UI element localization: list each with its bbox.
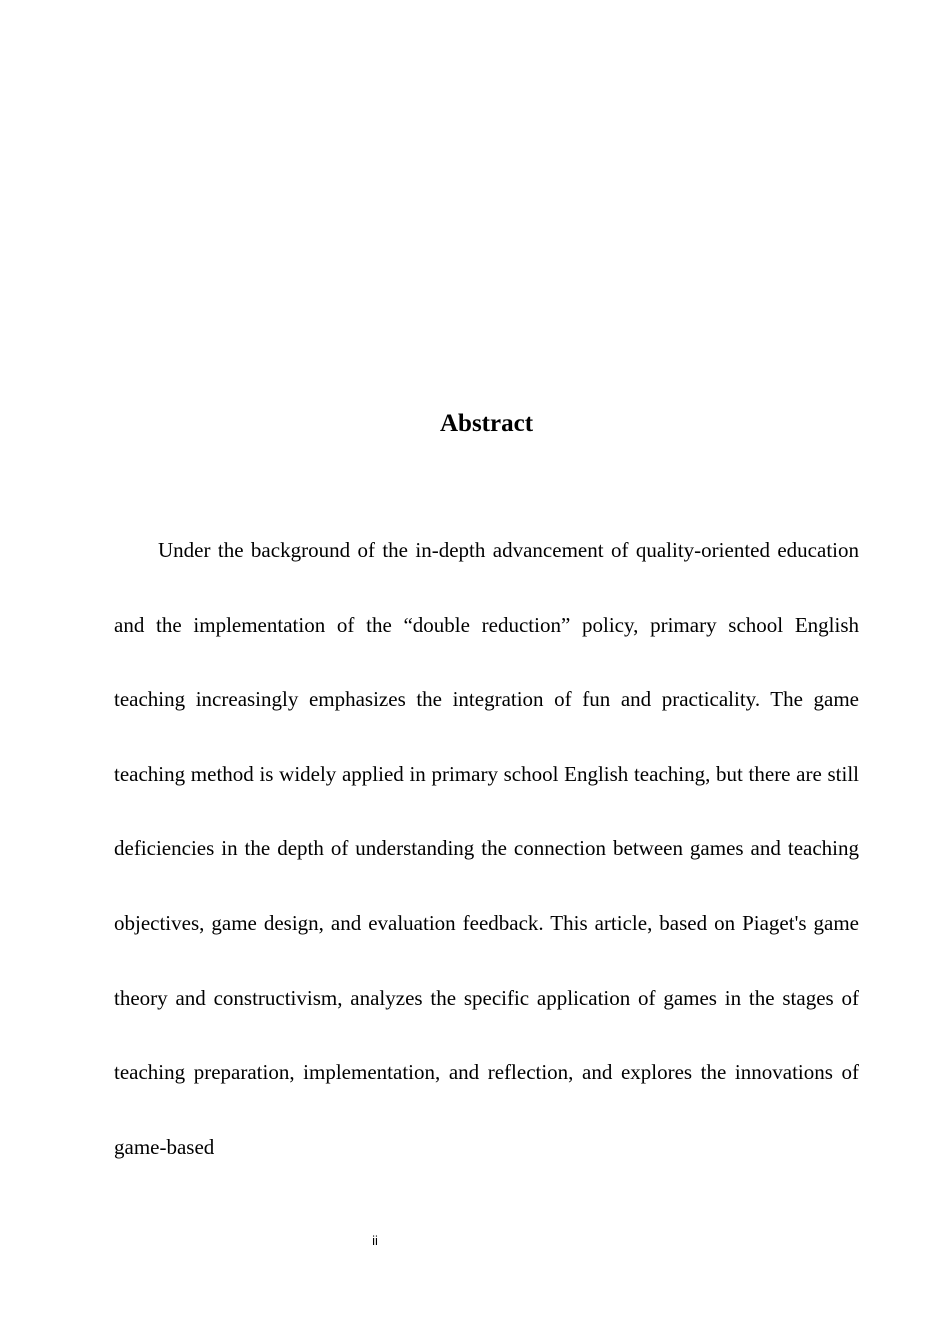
abstract-paragraph: Under the background of the in-depth advancement of quality-oriented education and the implementation of the “double reduction” policy, primary school English teaching increasingly emphasizes the integration of fun and practicality. The game teaching method is widely applied in primary school English teaching, but there are still deficiencies in the depth of understanding the connection between games and teaching objectives, game design, and evaluation feedback. This article, based on Piaget's game theory and constructivism, analyzes the specific application of games in the stages of teaching preparation, implementation, and reflection, and explores the innovations of game-based — [114, 538, 859, 1159]
abstract-title: Abstract — [439, 410, 534, 437]
page-number: ii — [372, 1233, 378, 1248]
